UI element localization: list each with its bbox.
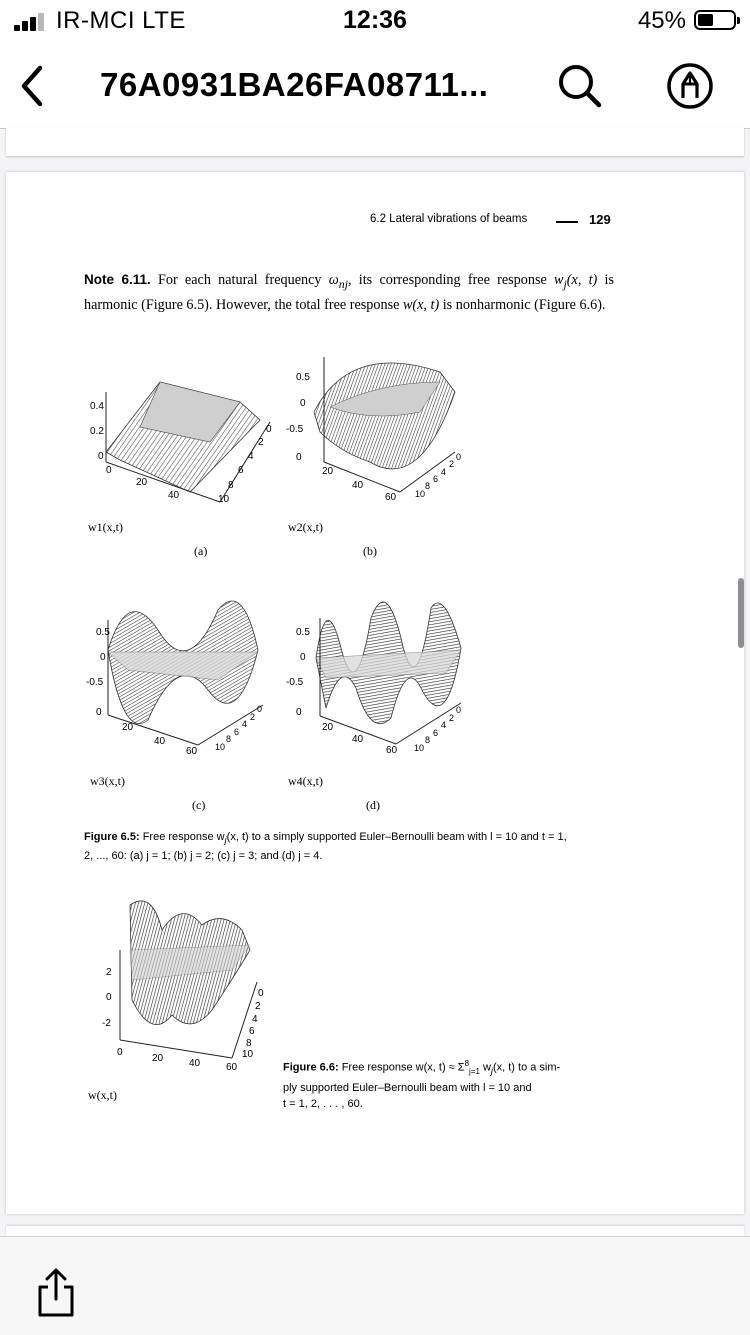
subfigure-label-c: (c) — [192, 798, 206, 812]
panel-label-w-total: w(x,t) — [88, 1088, 117, 1102]
note-label: Note 6.11. — [84, 272, 151, 287]
z-tick: 0 — [98, 451, 104, 462]
status-bar — [0, 0, 750, 44]
markup-button[interactable] — [666, 62, 714, 110]
t-tick: 8 — [246, 1038, 252, 1049]
x-tick: 40 — [352, 480, 364, 491]
caption-sup: 8 — [464, 1059, 470, 1068]
t-tick: 6 — [433, 474, 439, 484]
caption-text: ply supported Euler–Bernoulli beam with l = 10 and — [283, 1081, 532, 1094]
t-tick: 0 — [266, 424, 272, 435]
t-tick: 10 — [415, 489, 426, 499]
note-w-total: w(x, t) — [402, 296, 440, 313]
t-tick: 2 — [255, 1001, 261, 1012]
plot-w2 — [290, 352, 470, 502]
x-tick: 0 — [296, 452, 302, 463]
t-tick: 0 — [456, 705, 462, 715]
panel-label-w3: w3(x,t) — [90, 774, 125, 788]
caption-sub: j=1 — [469, 1066, 480, 1076]
t-tick: 8 — [425, 481, 431, 491]
x-tick: 60 — [385, 492, 397, 503]
caption-text: (x, t) to a simply supported Euler–Bernoulli beam with l = 10 and t = 1, — [226, 831, 567, 843]
x-tick: 40 — [352, 734, 364, 745]
x-tick: 40 — [154, 736, 166, 747]
caption-label: Figure 6.5: — [84, 831, 140, 843]
x-tick: 20 — [122, 722, 134, 733]
back-chevron-icon — [14, 62, 54, 110]
z-tick: 0 — [100, 652, 106, 663]
panel-label-w1: w1(x,t) — [88, 520, 123, 534]
t-tick: 6 — [234, 727, 240, 737]
x-tick: 20 — [136, 477, 148, 488]
note-args: (x, t) — [566, 272, 598, 288]
t-tick: 4 — [441, 720, 447, 730]
t-tick: 10 — [218, 494, 230, 505]
caption-text: Free response w — [142, 831, 225, 843]
z-tick: 0.2 — [90, 426, 104, 437]
t-tick: 8 — [228, 480, 234, 491]
t-tick: 10 — [215, 742, 226, 752]
note-text: is nonharmonic (Figure 6.6). — [439, 296, 606, 313]
battery-percent: 45% — [637, 7, 686, 34]
subfigure-label-b: (b) — [363, 544, 377, 558]
t-tick: 8 — [226, 734, 232, 744]
t-tick: 0 — [456, 452, 462, 462]
plot-w-total — [92, 890, 262, 1065]
note-text: For each natural frequency — [157, 272, 329, 288]
back-button[interactable] — [14, 62, 54, 110]
t-tick: 4 — [248, 451, 254, 462]
z-tick: 0.5 — [296, 372, 310, 383]
search-icon — [556, 62, 604, 110]
x-tick: 60 — [226, 1062, 238, 1073]
caption-sub: j — [490, 1065, 493, 1076]
note-text: is harmonic (Figure 6.5). However, the total free response — [84, 272, 614, 313]
z-tick: 2 — [106, 967, 112, 978]
battery-icon — [694, 10, 736, 30]
caption-text: 2, ..., 60: (a) j = 1; (b) j = 2; (c) j = 3; and (d) j = 4. — [84, 850, 323, 863]
t-tick: 6 — [433, 728, 439, 738]
share-icon — [32, 1267, 80, 1319]
x-tick: 0 — [117, 1047, 123, 1058]
t-tick: 10 — [242, 1049, 254, 1060]
t-tick: 8 — [425, 735, 431, 745]
note-paragraph — [84, 269, 614, 316]
plot-w3 — [88, 590, 278, 750]
x-tick: 0 — [106, 465, 112, 476]
subfigure-label-a: (a) — [194, 544, 208, 558]
t-tick: 10 — [414, 743, 425, 753]
t-tick: 2 — [449, 459, 455, 469]
running-head-rule — [556, 221, 578, 223]
z-tick: -0.5 — [86, 677, 104, 688]
caption-text: Free response w(x, t) ≈ Σ — [341, 1061, 465, 1074]
figure-6-6-caption — [283, 1056, 603, 1112]
note-w-sub: j — [563, 276, 567, 291]
z-tick: 0 — [106, 992, 112, 1003]
z-tick: 0 — [300, 398, 306, 409]
bottom-toolbar — [0, 1236, 750, 1335]
panel-label-w2: w2(x,t) — [288, 520, 323, 534]
scroll-indicator[interactable] — [738, 578, 744, 648]
t-tick: 4 — [242, 719, 248, 729]
x-tick: 0 — [96, 707, 102, 718]
note-omega-sub: nj — [338, 276, 348, 291]
status-time: 12:36 — [343, 6, 407, 34]
search-button[interactable] — [556, 62, 604, 110]
markup-pen-icon — [666, 62, 714, 110]
document-title: 76A0931BA26FA08711... — [100, 66, 489, 103]
x-tick: 20 — [322, 466, 334, 477]
t-tick: 2 — [250, 712, 256, 722]
caption-text: (x, t) to a sim- — [492, 1061, 561, 1074]
running-head: 6.2 Lateral vibrations of beams — [370, 213, 528, 225]
carrier-label: IR-MCI LTE — [56, 7, 186, 34]
x-tick: 40 — [168, 490, 180, 501]
z-tick: 0 — [300, 652, 306, 663]
previous-page[interactable] — [6, 128, 744, 156]
t-tick: 2 — [449, 713, 455, 723]
x-tick: 0 — [296, 707, 302, 718]
z-tick: 0.5 — [96, 627, 110, 638]
z-tick: -2 — [102, 1018, 111, 1029]
z-tick: 0.5 — [296, 627, 310, 638]
t-tick: 6 — [249, 1026, 255, 1037]
x-tick: 20 — [322, 722, 334, 733]
x-tick: 20 — [152, 1053, 164, 1064]
x-tick: 60 — [386, 745, 398, 756]
figure-6-5-caption — [84, 829, 614, 864]
page-number: 129 — [589, 212, 611, 227]
caption-sub: j — [224, 835, 227, 846]
subfigure-label-d: (d) — [366, 798, 380, 812]
t-tick: 2 — [258, 437, 264, 448]
note-text: , its corresponding free response — [348, 272, 555, 288]
t-tick: 0 — [257, 704, 263, 714]
z-tick: 0.4 — [90, 401, 104, 412]
navigation-bar — [0, 44, 750, 128]
t-tick: 0 — [258, 988, 264, 999]
caption-text: w — [479, 1061, 491, 1074]
t-tick: 4 — [441, 467, 447, 477]
x-tick: 40 — [189, 1058, 201, 1069]
x-tick: 60 — [186, 746, 198, 757]
t-tick: 6 — [238, 465, 244, 476]
panel-label-w4: w4(x,t) — [288, 774, 323, 788]
caption-text: t = 1, 2, . . . , 60. — [283, 1097, 363, 1110]
next-page[interactable] — [6, 1226, 744, 1236]
t-tick: 4 — [252, 1014, 258, 1025]
note-w: w — [554, 272, 564, 288]
z-tick: -0.5 — [286, 677, 304, 688]
share-button[interactable] — [32, 1267, 80, 1319]
z-tick: -0.5 — [286, 424, 304, 435]
plot-w1 — [80, 372, 280, 512]
note-omega: ω — [328, 272, 339, 288]
caption-label: Figure 6.6: — [283, 1061, 339, 1074]
